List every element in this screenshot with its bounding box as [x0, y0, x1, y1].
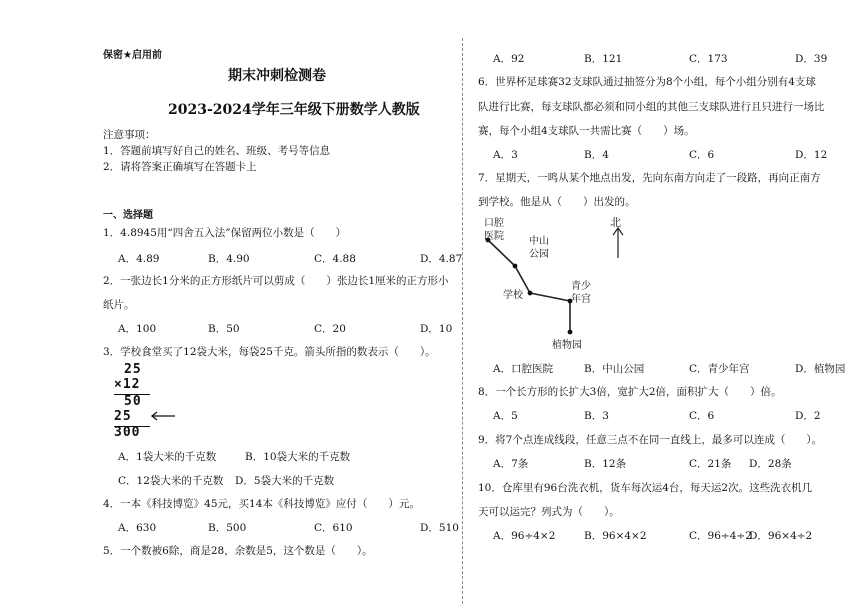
option-a[interactable]: A．100 — [118, 323, 157, 335]
question-stem: 6．世界杯足球赛32支球队通过抽签分为8个小组，每个小组分别有4支球 — [478, 76, 816, 88]
calc-line: 25 — [114, 409, 132, 424]
question-stem: 纸片。 — [103, 299, 135, 311]
map-label-school: 学校 — [503, 290, 523, 301]
map-label-park: 中山 — [529, 236, 549, 247]
option-a[interactable]: A．3 — [493, 149, 518, 161]
question-stem: 赛，每个小组4支球队一共需比赛（ ）场。 — [478, 125, 695, 137]
option-d[interactable]: D．28条 — [749, 458, 792, 470]
map-label-hospital: 口腔 — [484, 218, 504, 229]
question-stem: 天可以运完？列式为（ ）。 — [478, 506, 620, 518]
option-d[interactable]: D．12 — [795, 149, 828, 161]
question-stem: 2．一张边长1分米的正方形纸片可以剪成（ ）张边长1厘米的正方形小 — [103, 275, 449, 287]
question-stem: 4．一本《科技博览》45元，买14本《科技博览》应付（ ）元。 — [103, 498, 420, 510]
option-a[interactable]: A．4.89 — [118, 253, 160, 265]
route-segment — [530, 293, 570, 301]
option-b[interactable]: B．10袋大米的千克数 — [245, 451, 351, 463]
option-d[interactable]: D．2 — [795, 410, 821, 422]
option-c[interactable]: C．青少年宫 — [689, 363, 750, 375]
map-label-north: 北 — [610, 216, 621, 229]
option-b[interactable]: B．121 — [584, 53, 623, 65]
option-b[interactable]: B．12条 — [584, 458, 627, 470]
map-label-garden: 植物园 — [552, 340, 582, 351]
question-stem: 到学校。他是从（ ）出发的。 — [478, 196, 636, 208]
calc-line: 50 — [124, 394, 142, 409]
question-stem: 9．将7个点连成线段，任意三点不在同一直线上，最多可以连成（ ）。 — [478, 434, 823, 446]
option-d[interactable]: D．39 — [795, 53, 828, 65]
option-b[interactable]: B．中山公园 — [584, 363, 645, 375]
option-a[interactable]: A．1袋大米的千克数 — [118, 451, 217, 463]
route-segment — [488, 240, 515, 266]
option-b[interactable]: B．4.90 — [208, 253, 250, 265]
map-label-park: 公园 — [529, 249, 549, 260]
option-c[interactable]: C．6 — [689, 149, 715, 161]
calc-line: 25 — [124, 362, 142, 377]
note-item: 2．请将答案正确填写在答题卡上 — [103, 161, 257, 173]
option-c[interactable]: C．4.88 — [314, 253, 356, 265]
map-label-hospital: 医院 — [484, 231, 504, 242]
option-a[interactable]: A．5 — [493, 410, 518, 422]
option-b[interactable]: B．500 — [208, 522, 247, 534]
question-stem: 5．一个数被6除，商是28，余数是5，这个数是（ ）。 — [103, 545, 373, 557]
map-point-park — [513, 264, 518, 269]
option-a[interactable]: A．7条 — [493, 458, 529, 470]
option-d[interactable]: D．96×4÷2 — [749, 530, 813, 542]
option-b[interactable]: B．4 — [584, 149, 609, 161]
map-label-youth: 年宫 — [571, 294, 591, 305]
note-item: 1．答题前填写好自己的姓名、班级、考号等信息 — [103, 145, 331, 157]
exam-title: 期末冲刺检测卷 — [228, 68, 326, 84]
route-map — [478, 210, 658, 356]
question-stem: 1．4.8945用“四舍五入法”保留两位小数是（ ） — [103, 227, 347, 239]
option-c[interactable]: C．173 — [689, 53, 728, 65]
map-point-garden — [568, 330, 573, 335]
calc-line: 300 — [114, 425, 141, 440]
option-a[interactable]: A．96÷4×2 — [493, 530, 556, 542]
option-a[interactable]: A．630 — [118, 522, 157, 534]
option-c[interactable]: C．12袋大米的千克数 — [118, 475, 224, 487]
exam-subtitle: 2023-2024学年三年级下册数学人教版 — [168, 102, 420, 118]
column-divider — [462, 38, 463, 604]
option-d[interactable]: D．5袋大米的千克数 — [235, 475, 335, 487]
section-heading: 一、选择题 — [103, 210, 153, 221]
question-stem: 10．仓库里有96台洗衣机，货车每次运4台，每天运2次。这些洗衣机几 — [478, 482, 813, 494]
option-c[interactable]: C．20 — [314, 323, 346, 335]
question-stem: 3．学校食堂买了12袋大米，每袋25千克。箭头所指的数表示（ ）。 — [103, 346, 436, 358]
option-d[interactable]: D．4.87 — [420, 253, 463, 265]
map-label-youth: 青少 — [571, 281, 591, 292]
option-d[interactable]: D．510 — [420, 522, 459, 534]
arrow-left-icon — [148, 410, 176, 422]
option-c[interactable]: C．6 — [689, 410, 715, 422]
vertical-multiplication — [114, 362, 184, 440]
secret-label: 保密★启用前 — [103, 50, 162, 61]
option-c[interactable]: C．610 — [314, 522, 353, 534]
option-d[interactable]: D．10 — [420, 323, 453, 335]
option-b[interactable]: B．3 — [584, 410, 609, 422]
question-stem: 7．星期天，一鸣从某个地点出发，先向东南方向走了一段路，再向正南方 — [478, 172, 821, 184]
option-c[interactable]: C．21条 — [689, 458, 732, 470]
option-d[interactable]: D．植物园 — [795, 363, 846, 375]
option-b[interactable]: B．96×4×2 — [584, 530, 647, 542]
notes-heading: 注意事项： — [103, 129, 156, 141]
question-stem: 队进行比赛，每支球队都必须和同小组的其他三支球队进行且只进行一场比 — [478, 101, 825, 113]
calc-line: ×12 — [114, 377, 141, 392]
option-a[interactable]: A．92 — [493, 53, 525, 65]
map-point-school — [528, 291, 533, 296]
option-c[interactable]: C．96÷4÷2 — [689, 530, 752, 542]
option-a[interactable]: A．口腔医院 — [493, 363, 554, 375]
question-stem: 8．一个长方形的长扩大3倍，宽扩大2倍，面积扩大（ ）倍。 — [478, 386, 782, 398]
option-b[interactable]: B．50 — [208, 323, 240, 335]
